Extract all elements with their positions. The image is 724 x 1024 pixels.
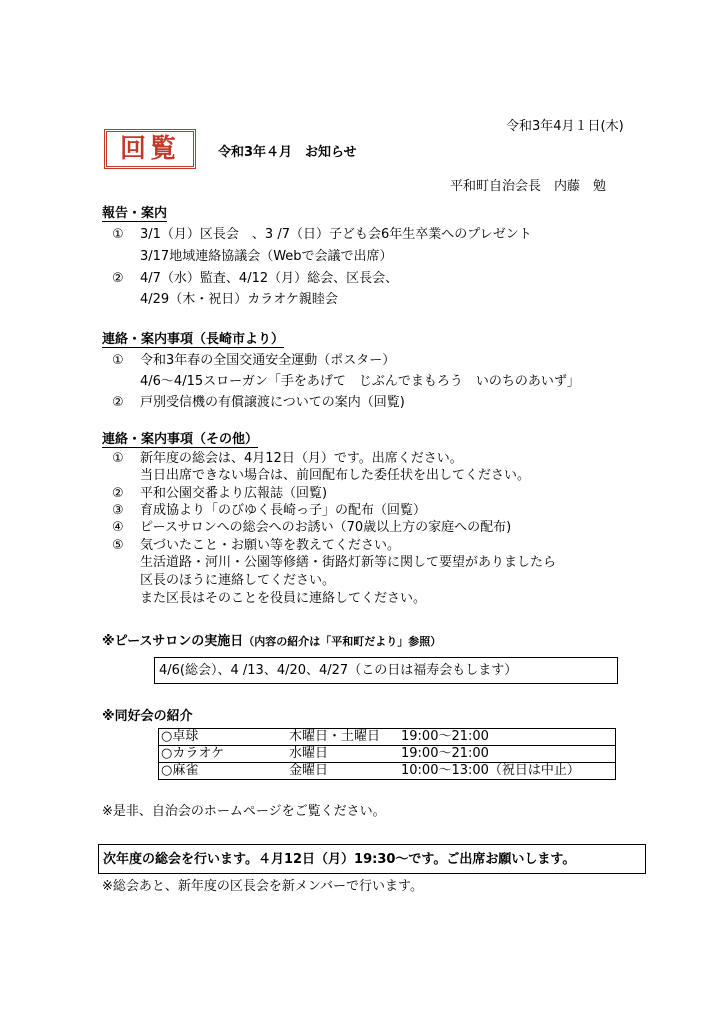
clubs-table [158, 728, 616, 780]
club-name: ○麻雀 [159, 763, 288, 780]
section3-item-num: ④ [112, 520, 124, 535]
section2-heading: 連絡・案内事項（長崎市より） [102, 332, 285, 347]
section3-item-text: また区長はそのことを役員に連絡してください。 [140, 591, 427, 606]
section1-item-num: ② [112, 271, 124, 286]
kairan-stamp: 回覧 [104, 129, 196, 169]
section1-item-text: 4/29（木・祝日）カラオケ親睦会 [140, 292, 338, 307]
section3-item-text: ピースサロンへの総会へのお誘い（70歳以上方の家庭への配布) [140, 520, 512, 535]
club-day: 木曜日・土曜日 [287, 729, 399, 746]
club-time: 10:00～13:00（祝日は中止） [399, 763, 616, 780]
peace-salon-dates-box [154, 657, 618, 684]
table-row [159, 746, 616, 763]
meeting-notice: 次年度の総会を行います。４月12日（月）19:30～です。ご出席お願いします。 [103, 852, 576, 867]
section1-heading: 報告・案内 [102, 206, 168, 221]
section3-item-text: 生活道路・河川・公園等修繕・街路灯新等に関して要望がありましたら [140, 555, 557, 570]
table-row [159, 729, 616, 746]
section3-item-num: ② [112, 486, 124, 501]
meeting-notice-box [98, 844, 646, 874]
section3-item-text: 育成協より「のびゆく長崎っ子」の配布（回覧） [140, 503, 427, 518]
section3-item-text: 気づいたこと・お願い等を教えてください。 [140, 538, 401, 553]
section3-item-num: ① [112, 451, 124, 466]
author: 平和町自治会長 内藤 勉 [450, 179, 607, 194]
section2-item-num: ① [112, 353, 124, 368]
club-time: 19:00～21:00 [399, 746, 616, 763]
club-name: ○カラオケ [159, 746, 288, 763]
section3-item-text: 当日出席できない場合は、前回配布した委任状を出してください。 [140, 468, 531, 483]
section1-item-text: 3/17地域連絡協議会（Webで会議で出席） [140, 249, 393, 264]
peace-salon-heading [102, 635, 441, 648]
section1-item-text: 4/7（水）監査、4/12（月）総会、区長会、 [140, 271, 399, 286]
club-time: 19:00～21:00 [399, 729, 616, 746]
section2-item-num: ② [112, 395, 124, 410]
club-name: ○卓球 [159, 729, 288, 746]
homepage-note: ※是非、自治会のホームページをご覧ください。 [102, 804, 386, 819]
section3-item-num: ⑤ [112, 538, 124, 553]
section2-item-text: 4/6～4/15スローガン「手をあげて じぶんでまもろう いのちのあいず」 [140, 374, 580, 389]
clubs-heading: ※同好会の紹介 [102, 709, 193, 724]
table-row [159, 763, 616, 780]
peace-salon-dates: 4/6(総会）、4 /13、4/20、4/27（この日は福寿会もします） [159, 663, 518, 678]
section3-item-text: 平和公園交番より広報誌（回覧) [140, 486, 328, 501]
section3-item-text: 新年度の総会は、4月12日（月）です。出席ください。 [140, 451, 463, 466]
club-day: 金曜日 [287, 763, 399, 780]
peace-salon-note: （内容の紹介は「平和町だより」参照） [243, 635, 442, 648]
footer-note: ※総会あと、新年度の区長会を新メンバーで行います。 [102, 879, 423, 894]
peace-salon-title: ※ピースサロンの実施日 [102, 634, 244, 649]
section2-item-text: 戸別受信機の有償譲渡についての案内（回覧) [140, 395, 405, 410]
section1-item-num: ① [112, 227, 124, 242]
club-day: 水曜日 [287, 746, 399, 763]
section1-item-text: 3/1（月）区長会 、3 /7（日）子ども会6年生卒業へのプレゼント [140, 227, 532, 242]
section2-item-text: 令和3年春の全国交通安全運動（ポスター） [140, 353, 396, 368]
section3-heading: 連絡・案内事項（その他） [102, 432, 259, 447]
section3-item-num: ③ [112, 503, 124, 518]
document-date: 令和3年4月１日(木) [506, 119, 624, 134]
document-title: 令和3年４月 お知らせ [218, 145, 357, 160]
section3-item-text: 区長のほうに連絡してください。 [140, 573, 336, 588]
